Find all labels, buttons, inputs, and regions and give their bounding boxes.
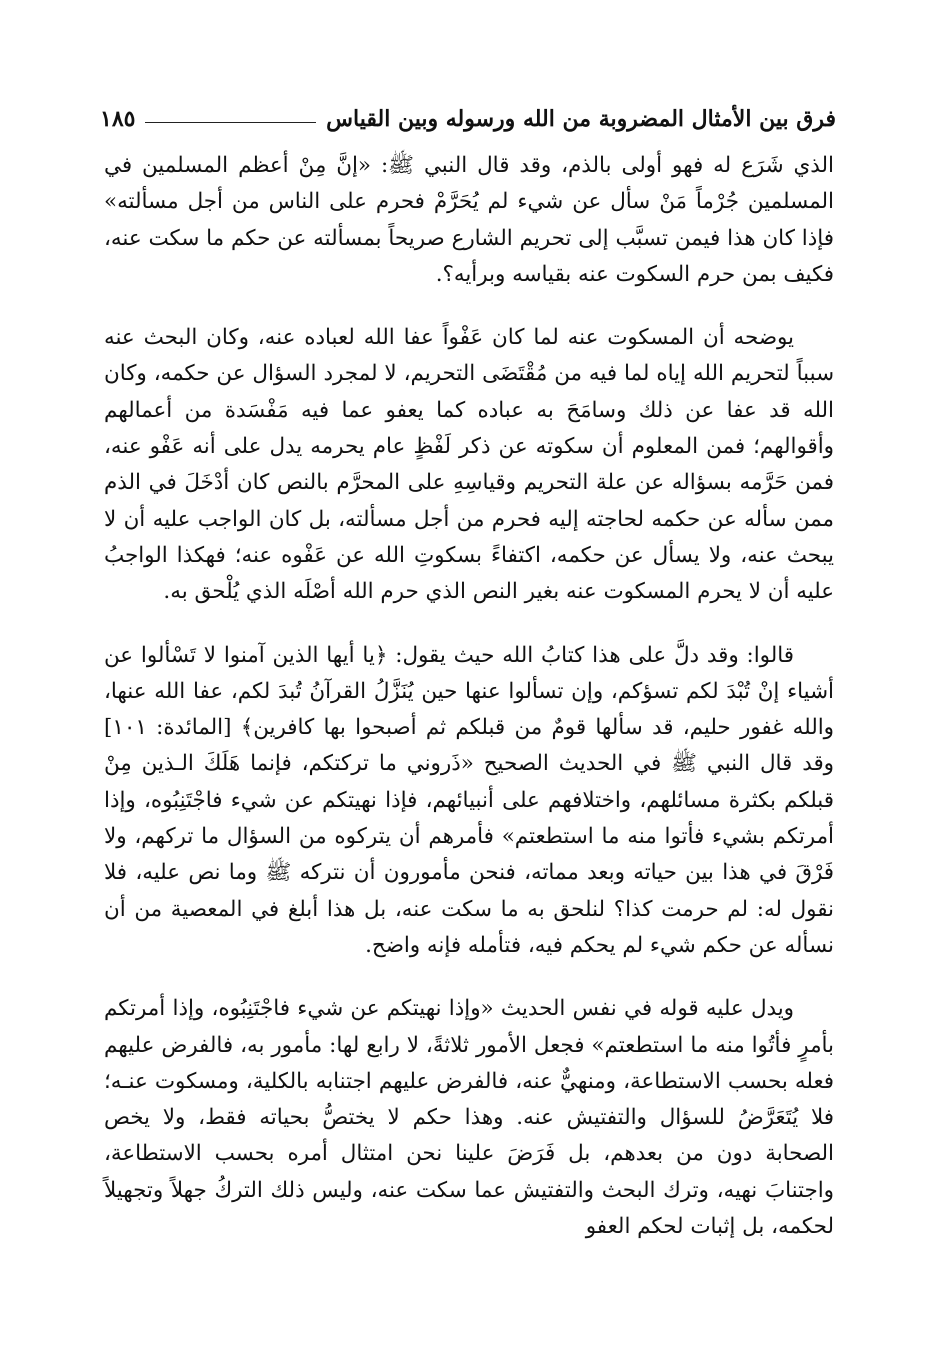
paragraph-3: قالوا: وقد دلَّ على هذا كتابُ الله حيث يقول: ﴿يا أيها الذين آمنوا لا تَسْألوا عن أشياء إنْ تُبْدَ لكم تسؤكم، وإن تسألوا عنها حين يُنَزَّلُ القرآنُ تُبدَ لكم، عفا الله عنها، والله غفور حليم، قد سألها قومٌ من قبلكم ثم أصبحوا بها كافرين﴾ [المائدة: ١٠١] وقد قال النبي ﷺ في الحديث الصحيح «ذَروني ما تركتكم، فإنما هَلَكَ الـذين مِنْ قبلكم بكثرة مسائلهم، واختلافهم على أنبيائهم، فإذا نهيتكم عن شيء فاجْتَنِبُوه، وإذا أمرتكم بشيء فأتوا منه ما استطعتم» فأمرهم أن يتركوه من السؤال ما تركهم، ولا فَرْقَ في هذا بين حياته وبعد مماته، فنحن مأمورون أن نتركه ﷺ وما نص عليه، فلا نقول له: لم حرمت كذا؟ لنلحق به ما سكت عنه، بل هذا أبلغ في المعصية من أن نسأله عن حكم شيء لم يحكم فيه، فتأمله فإنه واضح. [104, 642, 834, 958]
paragraph-2: يوضحه أن المسكوت عنه لما كان عَفْواً عفا الله لعباده عنه، وكان البحث عنه سبباً لتحريم الله إياه لما فيه من مُقْتَضَى التحريم، لا لمجرد السؤال عن حكمه، وكان الله قد عفا عن ذلك وسامَحَ به عباده كما يعفو عما فيه مَفْسَدة من أعمالهم وأقوالهم؛ فمن المعلوم أن سكوته عن ذكر لَفْظٍ عام يحرمه يدل على أنه عَفْو عنه، فمن حَرَّمه بسؤاله عن علة التحريم وقياسِهِ على المحرَّم بالنص كان أدْخَلَ في الذم ممن سأله عن حكمه لحاجته إليه فحرم من أجل مسألته، بل كان الواجب عليه أن لا يبحث عنه، ولا يسأل عن حكمه، اكتفاءً بسكوتِ الله عن عَفْوه عنه؛ فهكذا الواجبُ عليه أن لا يحرم المسكوت عنه بغير النص الذي حرم الله أصْلَه الذي يُلْحق به. [104, 325, 834, 605]
page-number: ١٨٥ [100, 106, 136, 132]
paragraph-4: ويدل عليه قوله في نفس الحديث «وإذا نهيتكم عن شيء فاجْتَنِبُوه، وإذا أمرتكم بأمرٍ فأتُوا منه ما استطعتم» فجعل الأمور ثلاثةً، لا رابع لها: مأمور به، فالفرض عليهم فعله بحسب الاستطاعة، ومنهيٌّ عنه، فالفرض عليهم اجتنابه بالكلية، ومسكوت عنـه؛ فلا يُتَعَرَّضُ للسؤال والتفتيش عنه. وهذا حكم لا يختصُّ بحياته فقط، ولا يخص الصحابة دون من بعدهم، بل فَرَضَ علينا نحن امتثال أمره بحسب الاستطاعة، واجتنابَ نهيه، وترك البحث والتفتيش عما سكت عنه، وليس ذلك التركُ جهلاً وتجهيلاً لحكمه، بل إثبات لحكم العفو [104, 996, 834, 1240]
body-text [104, 148, 834, 1245]
paragraph-1: الذي شَرَع له فهو أولى بالذم، وقد قال النبي ﷺ: «إنَّ مِنْ أعظم المسلمين في المسلمين جُرْماً مَنْ سأل عن شيء لم يُحَرَّمْ فحرم على الناس من أجل مسألته» فإذا كان هذا فيمن تسبَّب إلى تحريم الشارع صريحاً بمسألته عن حكم ما سكت عنه، فكيف بمن حرم السكوت عنه بقياسه وبرأيه؟. [104, 153, 834, 287]
header-rule [145, 122, 316, 123]
running-head [100, 92, 836, 132]
running-title: فرق بين الأمثال المضروبة من الله ورسوله وبين القياس [326, 106, 836, 132]
